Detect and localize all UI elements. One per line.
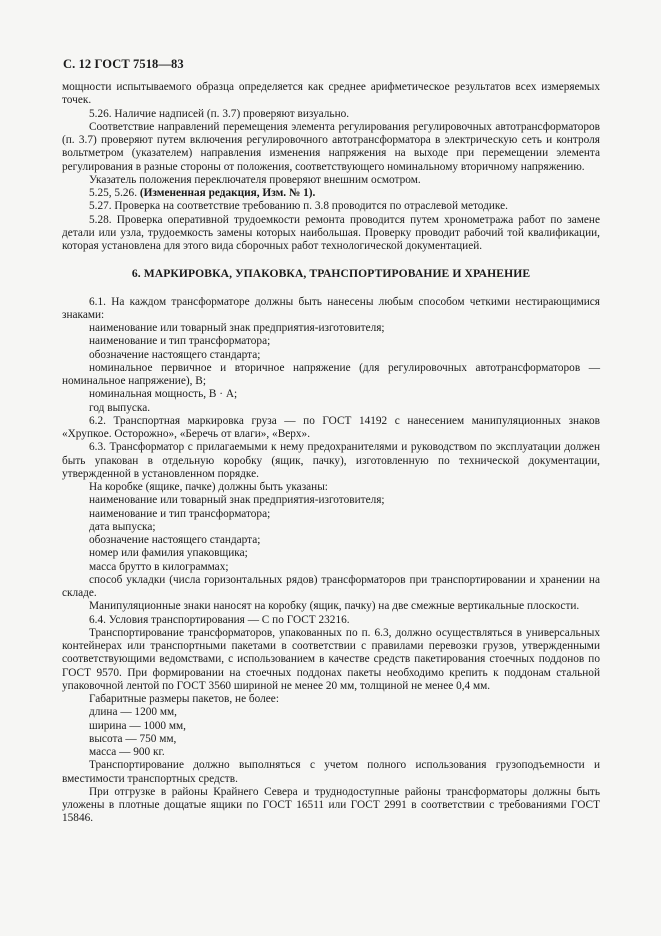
dimension-item: масса — 900 кг. <box>89 746 165 758</box>
paragraph-direction-conformity: Соответствие направлений перемещения элемента регулирования регулировочных автотрансформаторов (п. 3.7) проверяют путем включения регулировочного автотрансформатора в электрическую сеть и контроля вольтметром (указателем) направления изменения напряжения на выходе при перемещении элемента регулирования в разные стороны от положения, соответствующего номинальному вторичному напряжению. <box>62 120 600 173</box>
marking-item: номинальное первичное и вторичное напряжение (для регулировочных автотрансформаторов — номинальное напряжение), В; <box>62 361 600 387</box>
amendment-prefix: 5.25, 5.26. <box>89 187 140 199</box>
marking-item: номинальная мощность, В · А; <box>89 388 238 401</box>
paragraph-5-28: 5.28. Проверка оперативной трудоемкости ремонта проводится путем хронометража работ по замене детали или узла, трудоемкость замены которых наибольшая. Проверку проводит рабочий той квалификации, которая установлена для этого вида сборочных работ технологической документацией. <box>62 213 600 252</box>
paragraph-box-label: На коробке (ящике, пачке) должны быть указаны: <box>89 481 328 493</box>
dimension-item: ширина — 1000 мм, <box>89 719 186 732</box>
dimension-item: высота — 750 мм, <box>89 732 177 745</box>
paragraph-5-25-amendment <box>62 187 600 200</box>
document-body <box>62 81 600 826</box>
paragraph-capacity: Транспортирование должно выполняться с учетом полного использования грузоподъемности и вместимости транспортных средств. <box>62 759 600 785</box>
page-header: С. 12 ГОСТ 7518—83 <box>63 57 184 71</box>
paragraph-6-4: 6.4. Условия транспортирования — С по ГОСТ 23216. <box>89 613 350 626</box>
box-item: номер или фамилия упаковщика; <box>89 547 248 560</box>
marking-item: наименование и тип трансформатора; <box>89 335 271 348</box>
paragraph-5-26: 5.26. Наличие надписей (п. 3.7) проверяют визуально. <box>89 107 350 120</box>
marking-item: год выпуска. <box>89 401 151 414</box>
marking-item: наименование или товарный знак предприятия-изготовителя; <box>89 322 385 334</box>
paragraph-package-dimensions: Габаритные размеры пакетов, не более: <box>89 693 279 705</box>
dimension-item: длина — 1200 мм, <box>89 706 177 719</box>
box-item: наименование или товарный знак предприятия-изготовителя; <box>89 494 385 507</box>
paragraph-5-27: 5.27. Проверка на соответствие требованию п. 3.8 проводится по отраслевой методике. <box>89 200 508 213</box>
section-6-title: 6. МАРКИРОВКА, УПАКОВКА, ТРАНСПОРТИРОВАНИЕ И ХРАНЕНИЕ <box>131 267 531 281</box>
amendment-note: (Измененная редакция, Изм. № 1). <box>139 187 316 199</box>
box-item: обозначение настоящего стандарта; <box>89 534 261 546</box>
paragraph-stacking: способ укладки (числа горизонтальных рядов) трансформаторов при транспортировании и хранении на складе. <box>62 573 600 599</box>
marking-item: обозначение настоящего стандарта; <box>89 348 261 361</box>
paragraph-far-north: При отгрузке в районы Крайнего Севера и труднодоступные районы трансформаторы должны быть уложены в плотные дощатые ящики по ГОСТ 16511 или ГОСТ 2991 в соответствии с требованиями ГОСТ 15846. <box>62 785 600 825</box>
paragraph-6-2: 6.2. Транспортная маркировка груза — по ГОСТ 14192 с нанесением манипуляционных знаков «Хрупкое. Осторожно», «Беречь от влаги», «Верх». <box>62 414 600 440</box>
box-item: масса брутто в килограммах; <box>89 560 229 573</box>
paragraph-manipulation-signs: Манипуляционные знаки наносят на коробку (ящик, пачку) на две смежные вертикальные плоскости. <box>89 600 580 613</box>
paragraph-measurement-result: мощности испытываемого образца определяется как среднее арифметическое результатов всех измеряемых точек. <box>62 81 600 107</box>
paragraph-switch-indicator: Указатель положения переключателя проверяют внешним осмотром. <box>89 173 421 186</box>
paragraph-transportation: Транспортирование трансформаторов, упакованных по п. 6.3, должно осуществляться в универсальных контейнерах или транспортными пакетами в соответствии с правилами перевозки грузов, утвержденными соответствующими ведомствами, с использованием в качестве средств пакетирования стоечных поддонов по ГОСТ 9570. При формировании на стоечных поддонах пакеты необходимо крепить к поддонам стальной упаковочной лентой по ГОСТ 3560 шириной не менее 20 мм, толщиной не менее 0,4 мм. <box>62 626 600 692</box>
box-item: дата выпуска; <box>89 520 156 533</box>
box-item: наименование и тип трансформатора; <box>89 507 271 520</box>
paragraph-6-3: 6.3. Трансформатор с прилагаемыми к нему предохранителями и руководством по эксплуатации должен быть упакован в отдельную коробку (ящик, пачку), изготовленную по технической документации, утвержденной в установленном порядке. <box>62 441 600 480</box>
paragraph-6-1: 6.1. На каждом трансформаторе должны быть нанесены любым способом четкими нестирающимися знаками: <box>62 295 600 321</box>
